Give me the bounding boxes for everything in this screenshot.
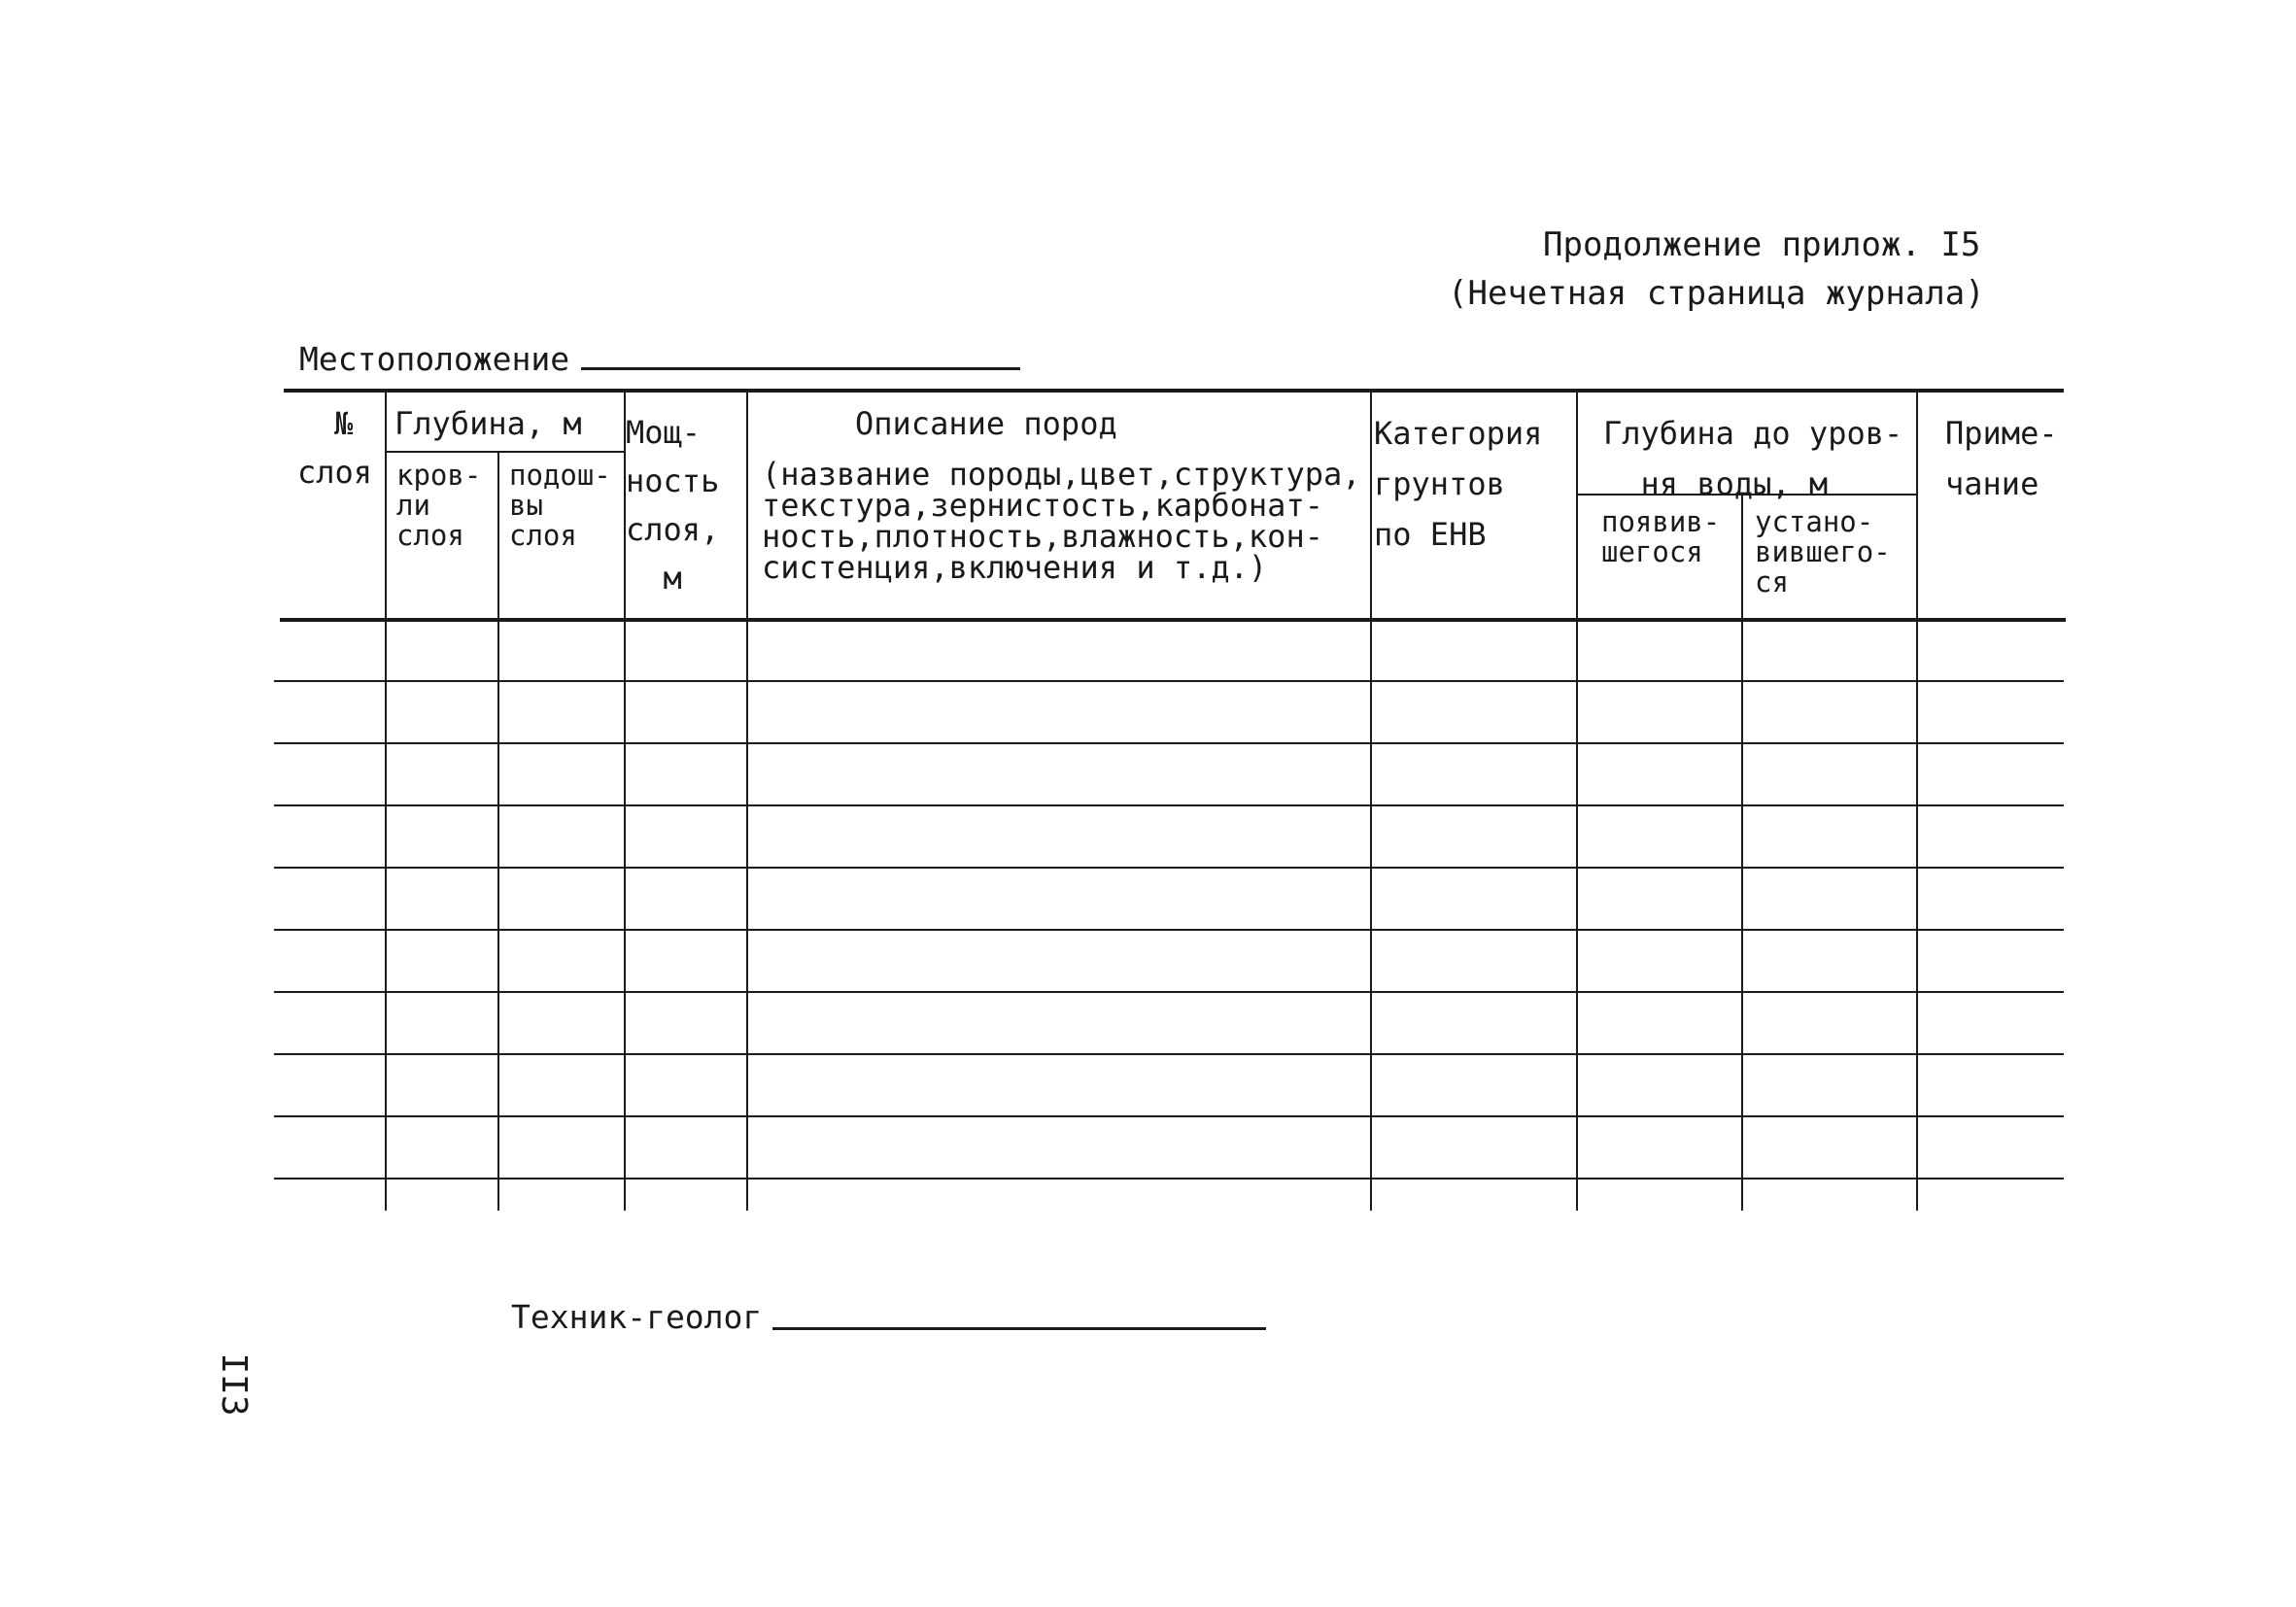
col-thickness-label: Мощ- ность слоя, м	[626, 414, 720, 597]
table-row-rule	[274, 804, 2064, 806]
column-divider	[1370, 389, 1372, 1211]
technician-geologist-label: Техник-геолог	[511, 1298, 763, 1336]
col-description-detail: (название породы,цвет,структура, текстура,зернистость,карбонат- ность,плотность,влажность,кон- систенция,включения и т.д.)	[762, 456, 1361, 586]
column-divider	[746, 389, 748, 1211]
table-row-rule	[274, 680, 2064, 682]
page-side-subtitle: (Нечетная страница журнала)	[1448, 274, 1985, 313]
column-divider	[1576, 389, 1578, 1211]
column-divider	[1916, 389, 1918, 1211]
table-row-rule	[274, 867, 2064, 869]
table-row-rule	[274, 991, 2064, 993]
page-number: II3	[214, 1352, 254, 1417]
col-num-symbol: №	[334, 405, 354, 442]
col-water-title: Глубина до уров- ня воды, м	[1603, 415, 1903, 502]
col-depth-title: Глубина, м	[394, 405, 582, 442]
location-field[interactable]	[581, 367, 1020, 370]
col-depth-top-label: кров- ли слоя	[396, 459, 482, 552]
table-row-rule	[274, 929, 2064, 931]
appendix-continuation-title: Продолжение прилож. I5	[1543, 225, 1981, 264]
col-note-label: Приме- чание	[1945, 415, 2058, 502]
column-divider	[385, 389, 387, 1211]
table-top-rule	[284, 389, 2064, 393]
col-depth-bottom-label: подош- вы слоя	[509, 459, 611, 552]
table-row-rule	[274, 1115, 2064, 1117]
col-description-title: Описание пород	[855, 405, 1117, 442]
table-row-rule	[274, 742, 2064, 744]
column-divider	[497, 451, 499, 1211]
column-divider	[1741, 494, 1743, 1211]
table-row-rule	[274, 1053, 2064, 1055]
col-category-label: Категория грунтов по ЕНВ	[1374, 415, 1543, 553]
col-water-appeared-label: появив- шегося	[1601, 505, 1721, 568]
col-water-established-label: устано- вившего- ся	[1755, 505, 1891, 598]
table-row-rule	[274, 1178, 2064, 1180]
depth-group-rule	[387, 451, 624, 453]
location-label: Местоположение	[299, 340, 570, 378]
table-header-bottom-rule	[280, 618, 2066, 622]
col-num-label: слоя	[297, 454, 373, 491]
technician-signature-field[interactable]	[772, 1327, 1266, 1330]
